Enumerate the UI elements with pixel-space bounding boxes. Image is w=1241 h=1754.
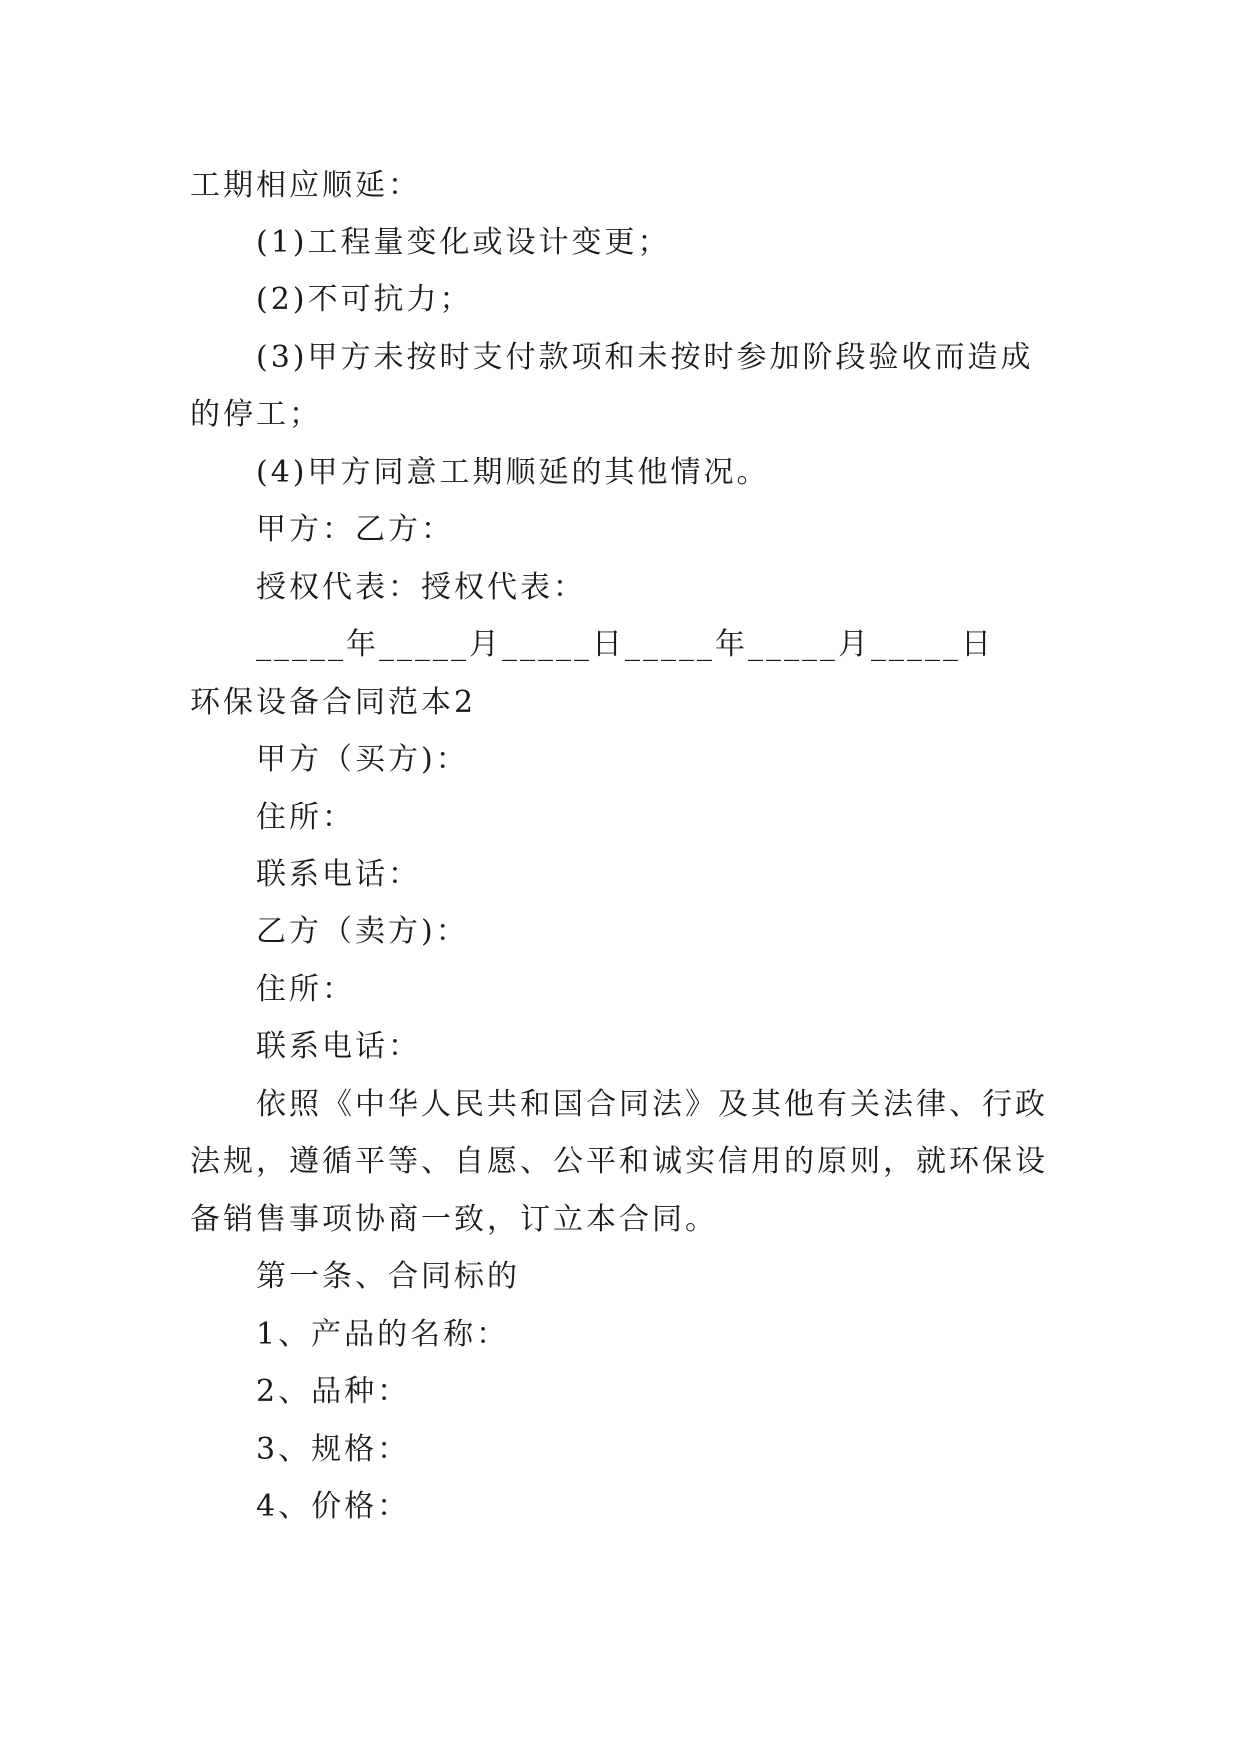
paragraph-line: 的停工；	[190, 397, 322, 432]
field-label: 联系电话：	[256, 1029, 421, 1064]
paragraph-line: 依照《中华人民共和国合同法》及其他有关法律、行政	[256, 1087, 1048, 1122]
paragraph-line: 工期相应顺延：	[190, 168, 421, 203]
signature-date-line: _____年_____月_____日_____年_____月_____日	[256, 627, 994, 662]
paragraph-line: (2)不可抗力；	[256, 282, 473, 317]
field-label: 住所：	[256, 972, 355, 1007]
paragraph-line: (4)甲方同意工期顺延的其他情况。	[256, 455, 770, 490]
field-label: 甲方（买方)：	[256, 742, 469, 777]
article-heading: 第一条、合同标的	[256, 1259, 520, 1294]
signature-party-line: 甲方：乙方：	[256, 512, 454, 547]
paragraph-line: (1)工程量变化或设计变更；	[256, 225, 671, 260]
paragraph-line: 法规，遵循平等、自愿、公平和诚实信用的原则，就环保设	[190, 1144, 1048, 1179]
paragraph-line: 备销售事项协商一致，订立本合同。	[190, 1202, 718, 1237]
field-label: 联系电话：	[256, 857, 421, 892]
field-label: 住所：	[256, 800, 355, 835]
list-item: 1、产品的名称：	[256, 1317, 510, 1352]
list-item: 2、品种：	[256, 1374, 411, 1409]
list-item: 3、规格：	[256, 1432, 411, 1467]
list-item: 4、价格：	[256, 1489, 411, 1524]
field-label: 乙方（卖方)：	[256, 914, 469, 949]
section-title: 环保设备合同范本2	[190, 685, 477, 720]
paragraph-line: (3)甲方未按时支付款项和未按时参加阶段验收而造成	[256, 340, 1034, 375]
signature-representative-line: 授权代表：授权代表：	[256, 570, 586, 605]
